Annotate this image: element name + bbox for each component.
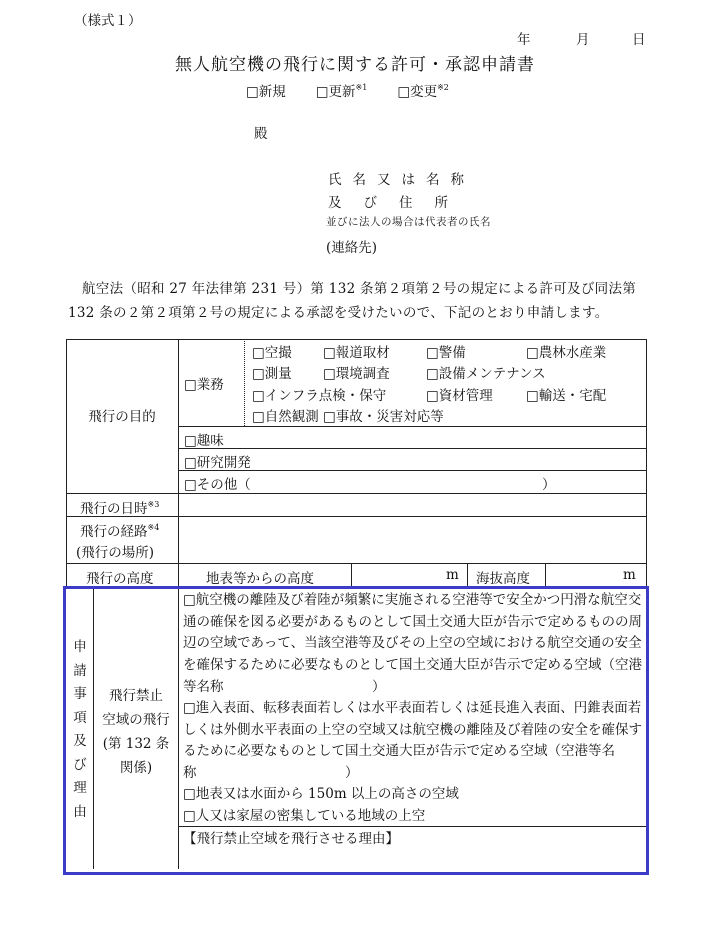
no-fly-reason-field[interactable] <box>180 850 644 867</box>
applicant-address-label: 及び住所 <box>328 195 470 211</box>
intro-paragraph: 航空法（昭和 27 年法律第 231 号）第 132 条第２項第２号の規定による許可及び同法第 132 条の２第２項第２号の規定による承認を受けたいので、下記のとおり申請します。 <box>68 281 637 321</box>
applicant-representative-label: 並びに法人の場合は代表者の氏名 <box>326 216 491 228</box>
no-fly-reason-label: 【飛行禁止空域を飛行させる理由】 <box>183 831 399 847</box>
form-title: 無人航空機の飛行に関する許可・承認申請書 <box>175 55 535 75</box>
flight-datetime-field[interactable] <box>180 495 644 515</box>
business-aerial-photo-checkbox[interactable]: □空撮 <box>252 345 292 361</box>
sea-altitude-field[interactable] <box>547 566 617 585</box>
date-day[interactable]: 日 <box>632 32 646 48</box>
date-year[interactable]: 年 <box>517 32 531 48</box>
form-number: （様式１） <box>74 13 142 29</box>
business-nature-checkbox[interactable]: □自然観測 <box>252 409 319 425</box>
business-security-checkbox[interactable]: □警備 <box>426 345 466 361</box>
ground-altitude-label: 地表等からの高度 <box>206 571 314 587</box>
business-infrastructure-checkbox[interactable]: □インフラ点検・保守 <box>252 388 387 404</box>
business-maintenance-checkbox[interactable]: □設備メンテナンス <box>426 366 546 382</box>
flight-route-field[interactable] <box>180 518 644 562</box>
date-month[interactable]: 月 <box>576 32 590 48</box>
purpose-other-close: ） <box>542 477 556 493</box>
business-disaster-checkbox[interactable]: □事故・災害対応等 <box>323 409 444 425</box>
approach-surface-checkbox[interactable]: □進入表面、転移表面若しくは水平表面若しくは延長進入表面、円錐表面若しくは外側水平表面の上空の空域又は航空機の離陸及び着陸の安全を確保するために必要なものとして国土交通大臣が告示で定める空域（空港等名称 ） <box>183 700 642 782</box>
applicant-contact-label: (連絡先) <box>326 240 378 256</box>
no-fly-zone-label: 飛行禁止 空域の飛行 (第 132 条 関係) <box>102 688 170 776</box>
addressee-honorific: 殿 <box>254 126 268 142</box>
altitude-label: 飛行の高度 <box>86 571 154 587</box>
purpose-label: 飛行の目的 <box>88 409 156 425</box>
type-new-checkbox[interactable]: □新規 <box>246 84 286 100</box>
ground-altitude-unit: m <box>446 567 459 583</box>
flight-datetime-label: 飛行の日時$^{※3}$ <box>80 500 160 517</box>
applicant-name-label: 氏名又は名称 <box>328 172 475 188</box>
business-delivery-checkbox[interactable]: □輸送・宅配 <box>526 388 607 404</box>
purpose-other-checkbox[interactable]: □その他（ <box>184 477 251 493</box>
type-change-checkbox[interactable]: □変更$^{※2}$ <box>397 83 449 100</box>
flight-location-label: (飛行の場所) <box>76 545 155 561</box>
business-agriculture-checkbox[interactable]: □農林水産業 <box>526 345 607 361</box>
business-news-checkbox[interactable]: □報道取材 <box>323 345 390 361</box>
reason-section-label: 申 請 事 項 及 び 理 由 <box>73 639 87 820</box>
business-survey-checkbox[interactable]: □測量 <box>252 366 292 382</box>
purpose-hobby-checkbox[interactable]: □趣味 <box>184 433 224 449</box>
business-environment-checkbox[interactable]: □環境調査 <box>323 366 390 382</box>
flight-route-label: 飛行の経路$^{※4}$ <box>80 523 160 540</box>
populated-area-checkbox[interactable]: □人又は家屋の密集している地域の上空 <box>183 808 426 824</box>
purpose-research-checkbox[interactable]: □研究開発 <box>184 455 251 471</box>
application-type-options <box>246 80 449 100</box>
type-renewal-checkbox[interactable]: □更新$^{※1}$ <box>315 83 368 100</box>
sea-altitude-unit: m <box>623 567 636 583</box>
sea-altitude-label: 海抜高度 <box>476 571 530 587</box>
altitude-150m-checkbox[interactable]: □地表又は水面から 150m 以上の高さの空域 <box>183 786 459 802</box>
business-materials-checkbox[interactable]: □資材管理 <box>426 388 493 404</box>
airport-vicinity-checkbox[interactable]: □航空機の離陸及び着陸が頻繁に実施される空港等で安全かつ円滑な航空交通の確保を図る必要があるものとして国土交通大臣が告示で定めるものの周辺の空域であって、当該空港等及びその上空の空域における航空交通の安全を確保するために必要なものとして国土交通大臣が告示で定める空域（空港等名称 ） <box>183 592 642 695</box>
purpose-business-checkbox[interactable]: □業務 <box>184 377 224 393</box>
